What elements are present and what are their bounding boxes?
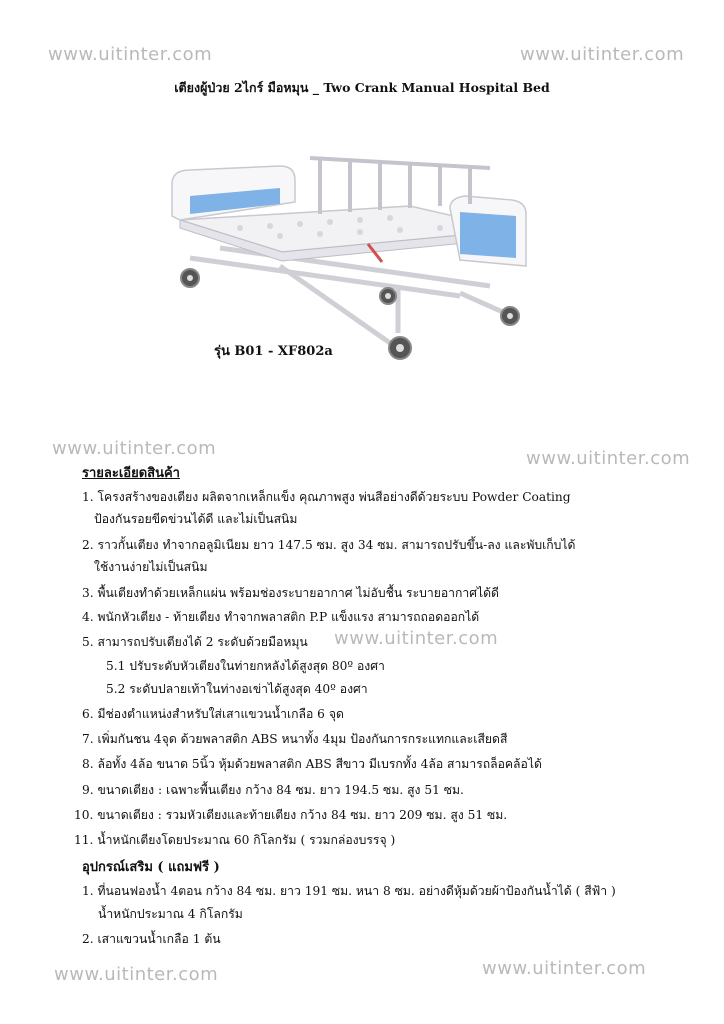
detail-line: ป้องกันรอยขีดข่วนได้ดี และไม่เป็นสนิม (94, 512, 298, 526)
watermark: www.uitinter.com (48, 44, 213, 65)
extra-line: 1. ที่นอนฟองน้ำ 4ตอน กว้าง 84 ซม. ยาว 191 ซม. หนา 8 ซม. อย่างดีหุ้มด้วยผ้าป้องกันน้ำได้ ( สีฟ้า ) (82, 884, 616, 898)
model-number: รุ่น B01 - XF802a (214, 344, 333, 359)
detail-line: 4. พนักหัวเตียง - ท้ายเตียง ทำจากพลาสติก P.P แข็งแรง สามารถถอดออกได้ (82, 610, 480, 624)
detail-line: ใช้งานง่ายไม่เป็นสนิม (94, 560, 208, 574)
detail-line: 11. น้ำหนักเตียงโดยประมาณ 60 กิโลกรัม ( รวมกล่องบรรจุ ) (74, 833, 396, 847)
detail-line: 10. ขนาดเตียง : รวมหัวเตียงและท้ายเตียง กว้าง 84 ซม. ยาว 209 ซม. สูง 51 ซม. (74, 808, 508, 822)
extra-line: 2. เสาแขวนน้ำเกลือ 1 ต้น (82, 932, 221, 946)
details-heading: รายละเอียดสินค้า (82, 466, 180, 481)
detail-line: 2. ราวกั้นเตียง ทำจากอลูมิเนียม ยาว 147.5 ซม. สูง 34 ซม. สามารถปรับขึ้น-ลง และพับเก็บได้ (82, 538, 576, 552)
detail-line: 9. ขนาดเตียง : เฉพาะพื้นเตียง กว้าง 84 ซม. ยาว 194.5 ซม. สูง 51 ซม. (82, 783, 464, 797)
detail-line: 5.1 ปรับระดับหัวเตียงในท่ายกหลังได้สูงสุด 80º องศา (106, 659, 385, 673)
detail-line: 5.2 ระดับปลายเท้าในท่างอเข่าได้สูงสุด 40º องศา (106, 682, 368, 696)
watermark: www.uitinter.com (520, 44, 685, 65)
detail-line: 8. ล้อทั้ง 4ล้อ ขนาด 5นิ้ว หุ้มด้วยพลาสติก ABS สีขาว มีเบรกทั้ง 4ล้อ สามารถล็อคล้อได้ (82, 757, 542, 771)
watermark: www.uitinter.com (54, 964, 219, 985)
detail-line: 1. โครงสร้างของเตียง ผลิตจากเหล็กแข็ง คุณภาพสูง พ่นสีอย่างดีด้วยระบบ Powder Coating (82, 490, 571, 504)
detail-line: 3. พื้นเตียงทำด้วยเหล็กแผ่น พร้อมช่องระบายอากาศ ไม่อับชื้น ระบายอากาศได้ดี (82, 586, 499, 600)
extra-line: น้ำหนักประมาณ 4 กิโลกรัม (98, 907, 243, 921)
watermark: www.uitinter.com (526, 448, 691, 469)
watermark: www.uitinter.com (482, 958, 647, 979)
watermark: www.uitinter.com (334, 628, 499, 649)
extras-heading: อุปกรณ์เสริม ( แถมฟรี ) (82, 860, 220, 875)
detail-line: 7. เพิ่มกันชน 4จุด ด้วยพลาสติก ABS หนาทั้ง 4มุม ป้องกันการกระแทกและเสียดสี (82, 732, 508, 746)
detail-line: 6. มีช่องตำแหน่งสำหรับใส่เสาแขวนน้ำเกลือ 6 จุด (82, 707, 344, 721)
page-title: เตียงผู้ป่วย 2ไกร์ มือหมุน _ Two Crank Manual Hospital Bed (174, 80, 550, 95)
watermark: www.uitinter.com (52, 438, 217, 459)
detail-line: 5. สามารถปรับเตียงได้ 2 ระดับด้วยมือหมุน (82, 635, 308, 649)
hospital-bed-image (160, 148, 540, 368)
